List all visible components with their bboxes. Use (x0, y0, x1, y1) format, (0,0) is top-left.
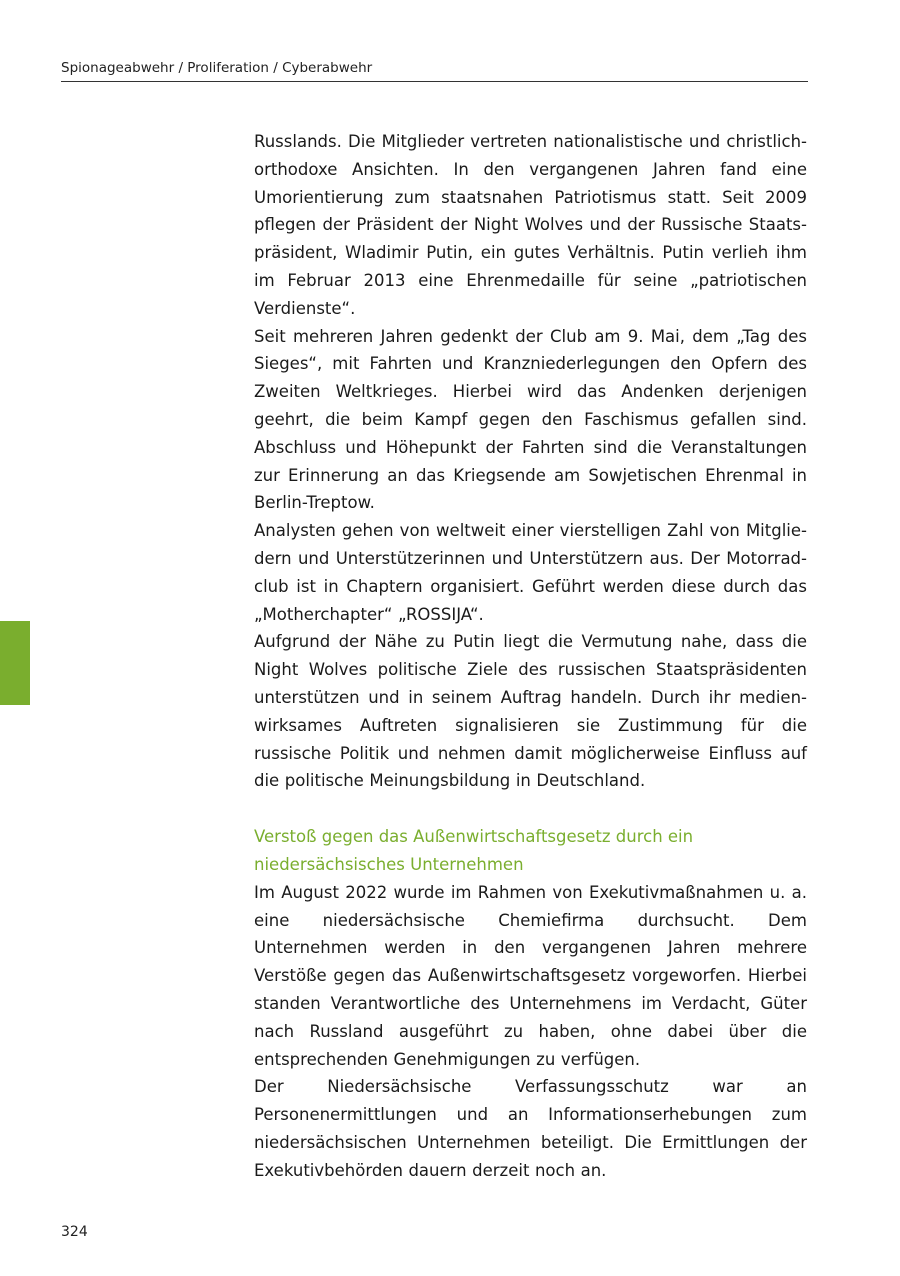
body-paragraph: Russlands. Die Mitglieder vertreten nationalistische und christlich-orthodoxe Ansichten. In den vergangenen Jahren fand eine Umorientierung zum staatsnahen Patriotismus statt. Seit 2009 pflegen der Präsident der Night Wolves und der Russische Staatspräsident, Wladimir Putin, ein gutes Verhältnis. Putin verlieh ihm im Februar 2013 eine Ehrenmedaille für seine „patriotischen Verdienste“. (254, 132, 807, 318)
running-header (61, 59, 808, 82)
body-paragraph: Im August 2022 wurde im Rahmen von Exekutivmaßnahmen u. a. eine niedersächsische Chemiefirma durchsucht. Dem Unternehmen werden in den vergangenen Jahren mehrere Verstöße gegen das Außenwirtschaftsgesetz vorgeworfen. Hierbei standen Verantwortliche des Unternehmens im Verdacht, Güter nach Russland ausgeführt zu haben, ohne dabei über die entsprechenden Genehmigungen zu verfügen. (254, 882, 807, 1069)
body-paragraph: Analysten gehen von weltweit einer vierstelligen Zahl von Mitgliedern und Unterstützerinnen und Unterstützern aus. Der Motorradclub ist in Chaptern organisiert. Geführt werden diese durch das „Motherchapter“ „ROSSIJA“. (254, 521, 807, 624)
body-paragraph: Seit mehreren Jahren gedenkt der Club am 9. Mai, dem „Tag des Sieges“, mit Fahrten und Kranzniederlegungen den Opfern des Zweiten Weltkrieges. Hierbei wird das Andenken derjenigen geehrt, die beim Kampf gegen den Faschismus gefallen sind. Abschluss und Höhepunkt der Fahrten sind die Veranstaltungen zur Erinnerung an das Kriegsende am Sowjetischen Ehrenmal in Berlin-Treptow. (254, 326, 807, 513)
page-content (254, 128, 807, 1184)
body-paragraph: Aufgrund der Nähe zu Putin liegt die Vermutung nahe, dass die Night Wolves politische Ziele des russischen Staatspräsidenten unterstützen und in seinem Auftrag handeln. Durch ihr medienwirksames Auftreten signalisieren sie Zustimmung für die russische Politik und nehmen damit möglicherweise Einfluss auf die politische Meinungsbildung in Deutschland. (254, 632, 807, 791)
section-heading: Verstoß gegen das Außenwirtschaftsgesetz durch ein niedersächsisches Unternehmen (254, 827, 694, 874)
chapter-tab-marker (0, 621, 30, 705)
page-number: 324 (61, 1224, 88, 1240)
section-title: Spionageabwehr / Proliferation / Cyberabwehr (61, 60, 373, 76)
body-paragraph: Der Niedersächsische Verfassungsschutz war an Personenermittlungen und an Informationserhebungen zum niedersächsischen Unternehmen beteiligt. Die Ermittlungen der Exekutivbehörden dauern derzeit noch an. (254, 1077, 807, 1180)
